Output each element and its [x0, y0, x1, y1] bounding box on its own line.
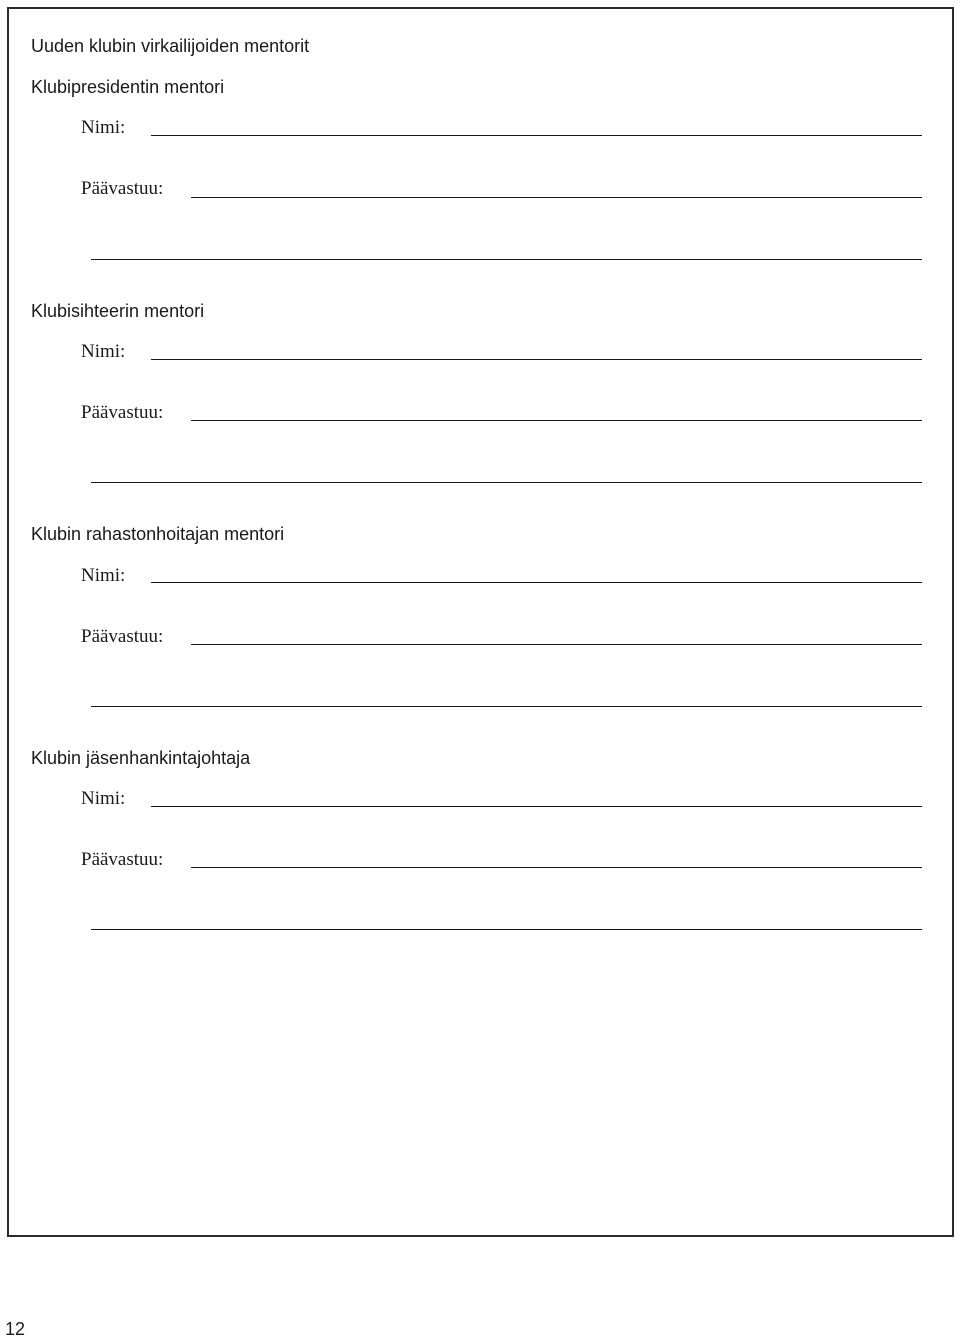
responsibility-label: Päävastuu:: [81, 402, 164, 423]
name-field-line[interactable]: [151, 359, 922, 360]
responsibility-field-line[interactable]: [191, 197, 922, 198]
section-heading-treasurer-mentor: Klubin rahastonhoitajan mentori: [31, 524, 285, 544]
responsibility-continuation-line[interactable]: [91, 259, 922, 260]
page-number: 12: [5, 1319, 26, 1339]
section-heading-secretary-mentor: Klubisihteerin mentori: [31, 301, 205, 321]
name-field-line[interactable]: [151, 135, 922, 136]
responsibility-field-line[interactable]: [191, 644, 922, 645]
responsibility-field-line[interactable]: [191, 867, 922, 868]
name-label: Nimi:: [81, 565, 126, 586]
responsibility-field-line[interactable]: [191, 420, 922, 421]
name-label: Nimi:: [81, 341, 126, 362]
form-title: Uuden klubin virkailijoiden mentorit: [31, 36, 310, 56]
name-field-line[interactable]: [151, 582, 922, 583]
responsibility-label: Päävastuu:: [81, 626, 164, 647]
section-heading-membership-director: Klubin jäsenhankintajohtaja: [31, 748, 251, 768]
responsibility-label: Päävastuu:: [81, 178, 164, 199]
name-field-line[interactable]: [151, 806, 922, 807]
section-heading-president-mentor: Klubipresidentin mentori: [31, 77, 225, 97]
responsibility-continuation-line[interactable]: [91, 929, 922, 930]
responsibility-label: Päävastuu:: [81, 849, 164, 870]
responsibility-continuation-line[interactable]: [91, 482, 922, 483]
name-label: Nimi:: [81, 788, 126, 809]
name-label: Nimi:: [81, 117, 126, 138]
responsibility-continuation-line[interactable]: [91, 706, 922, 707]
